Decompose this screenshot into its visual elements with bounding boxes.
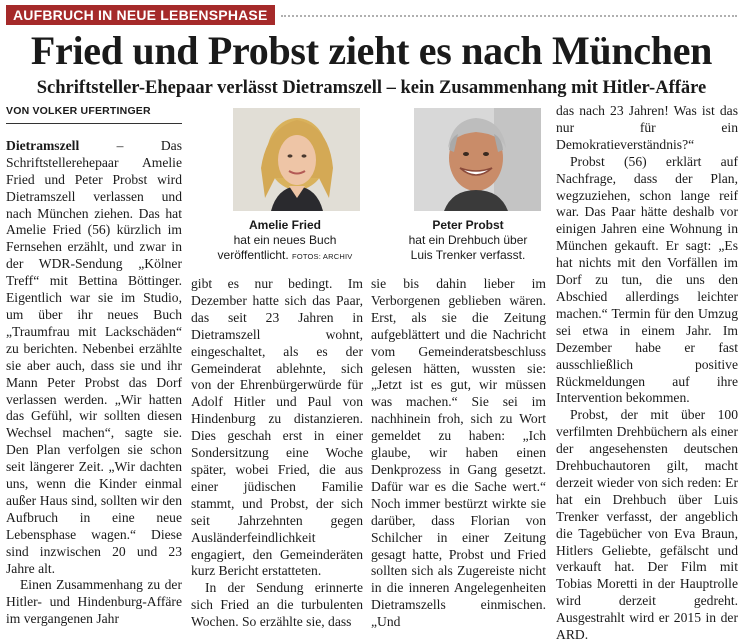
- dateline: Dietramszell: [6, 137, 80, 153]
- article-paragraph: Einen Zusammenhang zu der Hitler- und Hindenburg-Affäre im vergangenen Jahr: [6, 577, 182, 627]
- article-column-4: [556, 103, 738, 644]
- headline: Fried und Probst zieht es nach München: [30, 28, 713, 73]
- portrait-image: [233, 108, 360, 211]
- dotted-rule: [281, 15, 737, 17]
- portrait-image: [414, 108, 541, 211]
- caption-name: Amelie Fried: [248, 218, 322, 232]
- paragraph-text: – Das Schriftstellerehepaar Amelie Fried und Peter Probst wird Dietramszell verlassen und nach München ziehen. Das hat Amelie Fried (56) kürzlich im Fernsehen erzählt, und zwar in der WDR-Sendung „Kölner Treff“ mit Bettina Böttinger. Eigentlich war sie im Studio, um über ihr neues Buch „Traumfrau mit Lackschäden“ zu berichten. Nebenbei erzählte sie aber auch, dass sie und ihr Mann Peter Probst das Dorf verlassen werden. „Wir hatten das Gefühl, wir sollten diesen Wechsel machen“, sagte sie. Den Plan verfolgen sie schon seit längerer Zeit. „Wir dachten uns, wenn die Kinder einmal außer Haus sind, sollten wir den Aufbruch in eine neue Lebensphase wagen.“ Diese sind inzwischen 20 und 23 Jahre alt.: [6, 137, 182, 576]
- section-kicker: AUFBRUCH IN NEUE LEBENSPHASE: [6, 5, 275, 25]
- article-paragraph: Probst, der mit über 100 verfilmten Drehbüchern als einer der angesehensten deutschen Drehbuchautoren gilt, macht derzeit wieder von sich reden: Er hat ein Drehbuch über Luis Trenker verfasst, der angeblich die Tagebücher von Eva Braun, Hitlers Geliebte, gefälscht und verkauft hat. Der Film mit Tobias Moretti in der Hauptrolle wird derzeit gedreht. Ausgestrahlt wird er 2015 in der ARD.: [556, 407, 738, 643]
- caption-text: hat ein neues Buch: [233, 233, 337, 247]
- article-paragraph: Probst (56) erklärt auf Nachfrage, dass der Plan, wegzuziehen, schon lange reif war. Das Paar hätte deshalb vor einigen Jahren eine Wohnung in München gekauft. Er sagt: „Es hat nichts mit den Vorfällen im Dorf zu tun, die uns den Abschied allerdings leichter machen.“ Termin für den Umzug sei etwa in einem Jahr. Im Dezember habe er fast ausschließlich positive Rückmeldungen auf ihre Intervention bekommen.: [556, 153, 738, 406]
- photo-peter-probst: [414, 108, 541, 211]
- photo-caption-peter: [382, 218, 554, 263]
- caption-text: Luis Trenker verfasst.: [410, 248, 526, 262]
- article-column-2: [191, 276, 363, 631]
- byline: VON VOLKER UFERTINGER: [6, 103, 182, 124]
- article-paragraph: gibt es nur bedingt. Im Dezember hatte sich das Paar, das seit 23 Jahren in Dietramszell wohnt, eingeschaltet, als es der Gemeinderat ablehnte, sich von der Ehrenbürgerwürde für Adolf Hitler und Paul von Hindenburg zu distanzieren. Dies geschah erst in einer Sondersitzung eine Woche später, wobei Fried, die aus einer jüdischen Familie stammt, und Probst, der sich seit Jahrzehnten gegen Ausländerfeindlichkeit engagiert, den Gemeinderäten kurz Bericht erstatteten.: [191, 276, 363, 579]
- caption-text: hat ein Drehbuch über: [408, 233, 528, 247]
- photo-amelie-fried: [233, 108, 360, 211]
- article-column-3: [371, 276, 546, 631]
- article-paragraph: [6, 138, 182, 578]
- article-paragraph: das nach 23 Jahren! Was ist das nur für ein Demokratieverständnis?“: [556, 103, 738, 152]
- article-column-1: [6, 103, 182, 628]
- caption-text: veröffentlicht.: [217, 248, 289, 262]
- subheadline: Schriftsteller-Ehepaar verlässt Dietramszell – kein Zusammenhang mit Hitler-Affäre: [36, 78, 707, 98]
- kicker-row: [6, 5, 737, 27]
- article-paragraph: In der Sendung erinnerte sich Fried an die turbulenten Wochen. So erzählte sie, dass: [191, 580, 363, 630]
- photo-caption-amelie: [200, 218, 370, 264]
- caption-name: Peter Probst: [432, 218, 504, 232]
- article-paragraph: sie bis dahin lieber im Verborgenen geblieben wären. Erst, als sie die Zeitung aufgeblättert und die Nachricht vom Gemeinderatsbeschluss gelesen hätten, wussten sie: „Jetzt ist es gut, wir müssen was machen.“ Sie sei im nachhinein froh, sich zu Wort gemeldet zu haben: „Ich glaube, wir haben einen Denkprozess in Gang gesetzt. Dafür war es die Sache wert.“ Noch immer bestürzt wirkte sie darüber, dass Florian von Schilcher in einer Zeitung gesagt hatte, Probst und Fried sollten sich als Zugereiste nicht in die inneren Angelegenheiten Dietramszells einmischen. „Und: [371, 276, 546, 630]
- photo-credit: FOTOS: ARCHIV: [292, 252, 353, 261]
